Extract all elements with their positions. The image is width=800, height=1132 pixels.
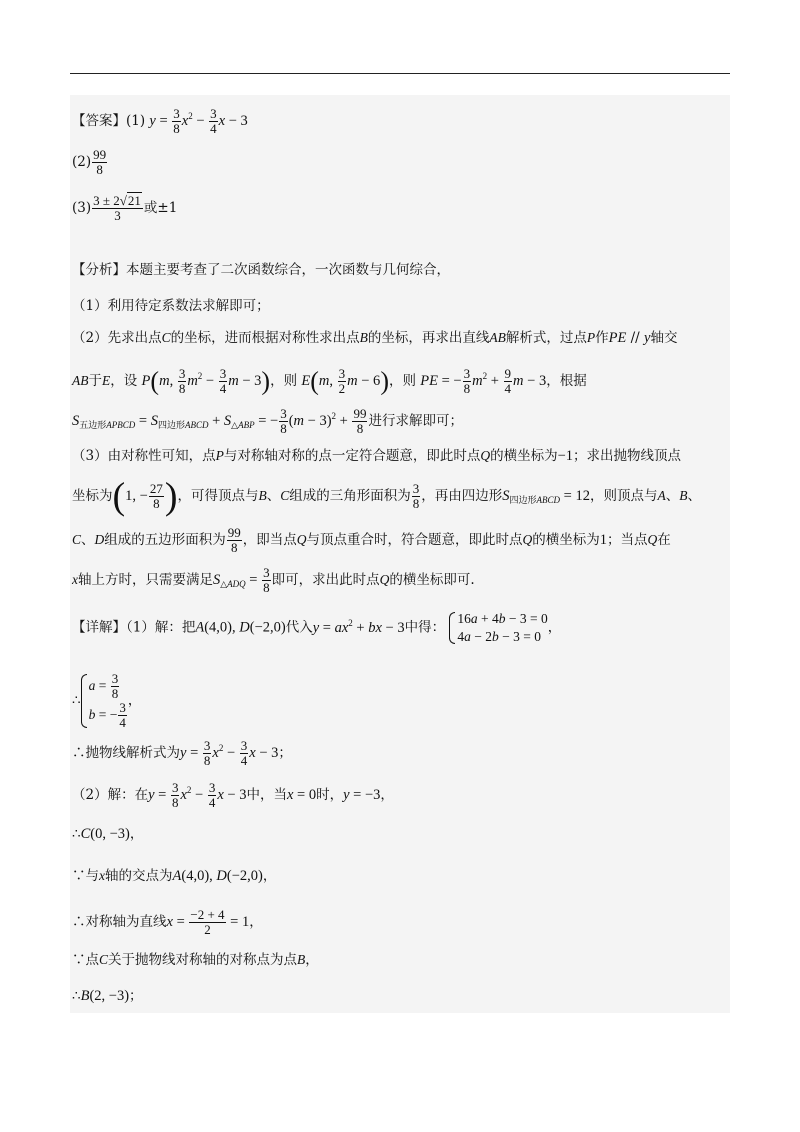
analysis-step-2: （2）先求出点C的坐标，进而根据对称性求出点B的坐标，再求出直线AB解析式，过点P作PE // y轴交 [72, 330, 678, 346]
detail-point-c: ∴C(0, −3)， [72, 826, 144, 842]
analysis-intro: 【分析】本题主要考查了二次函数综合，一次函数与几何综合， [72, 262, 450, 278]
answer-line-3: (3) $\frac{3 \pm 2√21}{3}$ 或±1 [72, 193, 178, 223]
analysis-step-1: （1）利用待定系数法求解即可； [72, 298, 270, 314]
detail-symmetric: ∵点C关于抛物线对称轴的对称点为点B， [72, 952, 319, 968]
answer-line-2: (2) $\frac{99}{8}$ [72, 147, 107, 177]
analysis-label: 【分析】 [72, 262, 126, 278]
detail-label: 【详解】 [72, 619, 126, 636]
detail-step-2: （2）解：在y = $\frac{3}{8}$ $x^2$ − $\frac{3}{4}$ x − 3中，当x = 0时，y = −3， [72, 780, 394, 811]
detail-axis: ∴对称轴为直线x = $\frac{-2 + 4}{2}$ = 1， [72, 907, 263, 937]
detail-solution-ab: ∴a = $\frac{3}{8}$ b = − $\frac{3}{4}$ ， [72, 671, 142, 730]
analysis-step-3b: 坐标为(1, − $\frac{27}{8}$ )，可得顶点与B、C组成的三角形面积为 $\frac{3}{8}$ ，再由四边形$S_{四边形ABCD} = 12$，则顶点与A、B、 [72, 475, 701, 518]
analysis-step-2b: AB于E，设 P(m, $\frac{3}{8}$ $m^2$ − $\frac{3}{4}$ m − 3)，则 E(m, $\frac{3}{2}$ m − 6)，则 PE = − $\frac{3}{8}$ $m^2$ + $\frac{9}{4}$ m − 3，根据 [72, 366, 587, 397]
analysis-step-3d: x轴上方时，只需要满足$S_{\triangle ADQ}$ = $\frac{3}{8}$ 即可，求出此时点Q的横坐标即可. [72, 565, 475, 595]
answer-label: 【答案】 [72, 113, 126, 129]
header-rule [70, 73, 730, 74]
analysis-step-3c: C、D组成的五边形面积为 $\frac{99}{8}$ ，即当点Q与顶点重合时，符合题意，即此时点Q的横坐标为1；当点Q在 [72, 525, 671, 555]
answer-line-1: 【答案】(1) y = $\frac{3}{8}$ $x^2$ − $\frac{3}{4}$ x − 3 [72, 106, 248, 137]
analysis-step-2c: $S_{五边形APBCD} = S_{四边形ABCD} + S_{\triangle ABP}$ = − $\frac{3}{8}$ $(m - 3)^2$ + $\frac{99}{8}$ 进行求解即可； [72, 406, 463, 437]
detail-step-1: 【详解】（1）解：把A(4,0), D(−2,0)代入$y = ax^2$ + bx − 3中得： 16a + 4b − 3 = 0 4a − 2b − 3 = 0， [72, 611, 562, 644]
detail-parabola: ∴抛物线解析式为y = $\frac{3}{8}$ $x^2$ − $\frac{3}{4}$ x − 3； [72, 738, 292, 769]
analysis-step-3: （3）由对称性可知，点P与对称轴对称的点一定符合题意，即此时点Q的横坐标为−1；求出抛物线顶点 [72, 448, 682, 464]
detail-point-b: ∴B(2, −3)； [72, 988, 143, 1004]
detail-intersections: ∵与x轴的交点为A(4,0), D(−2,0)， [72, 868, 277, 884]
